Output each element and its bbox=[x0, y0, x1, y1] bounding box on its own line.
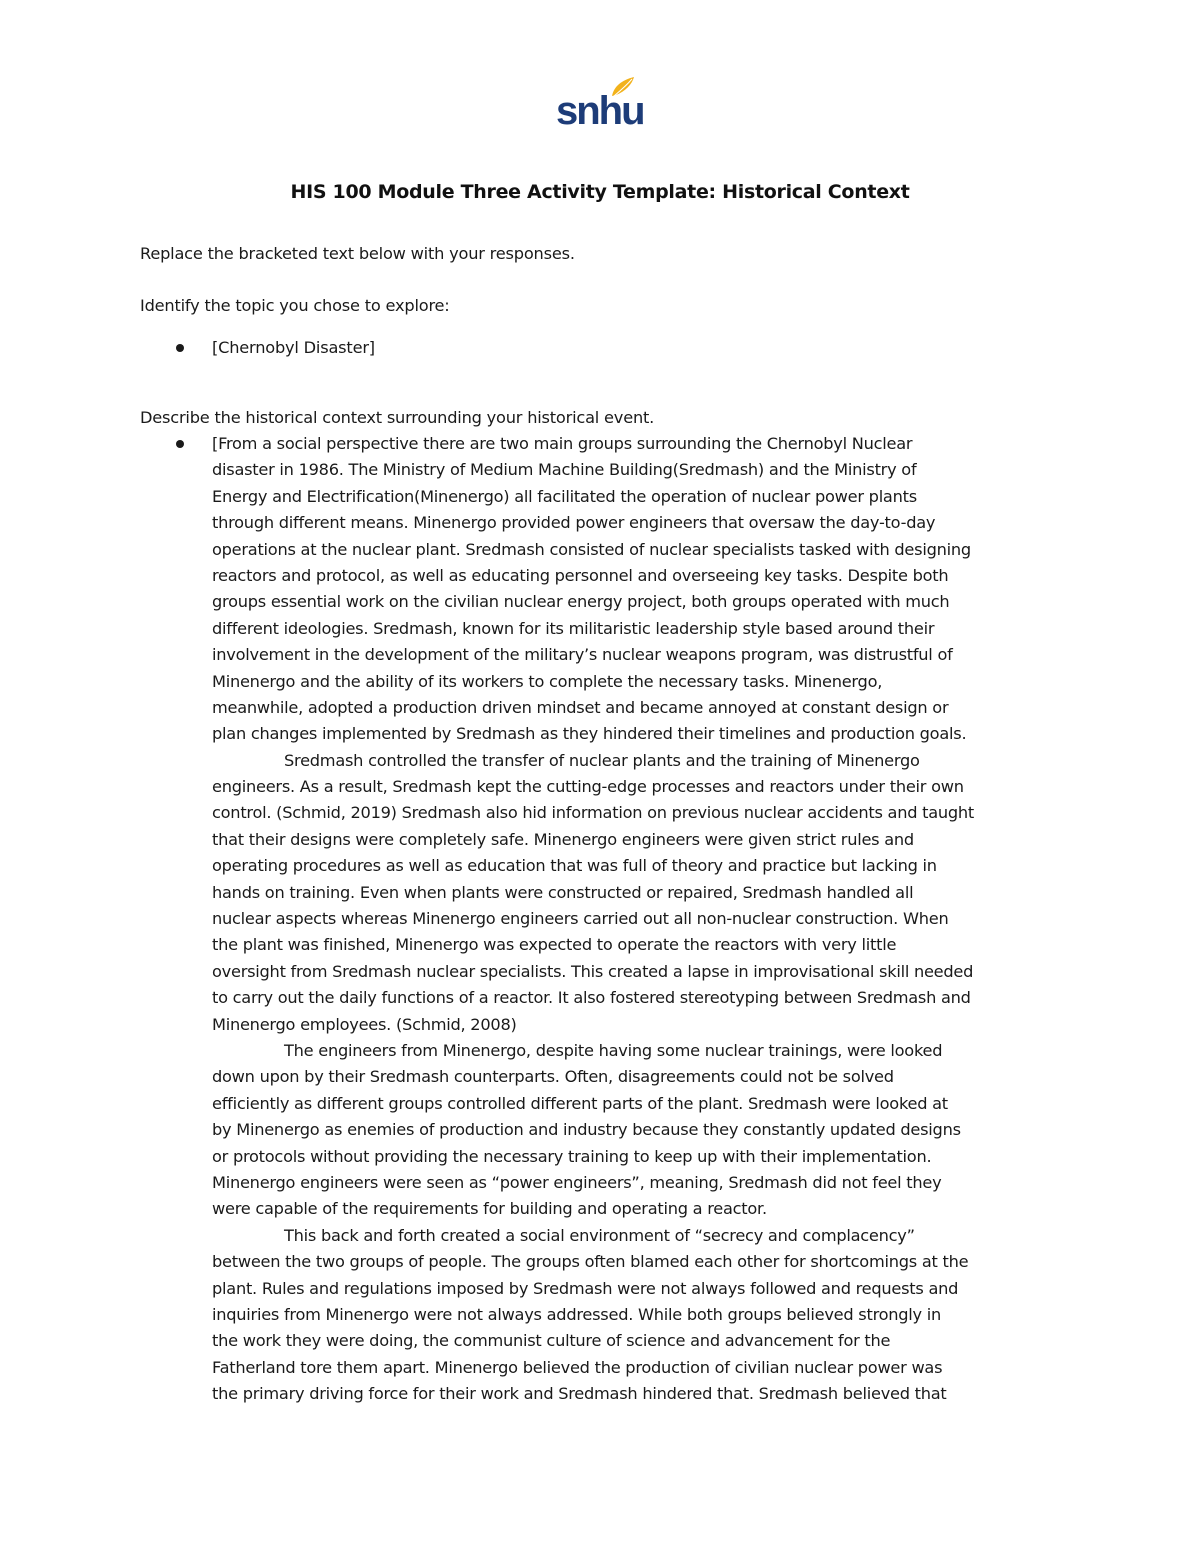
answer-line: Fatherland tore them apart. Minenergo believed the production of civilian nuclear power was bbox=[212, 1357, 943, 1377]
context-answer bbox=[212, 431, 1072, 1407]
answer-line: plant. Rules and regulations imposed by Sredmash were not always followed and requests and bbox=[212, 1278, 959, 1298]
answer-line: through different means. Minenergo provided power engineers that oversaw the day-to-day bbox=[212, 513, 936, 533]
answer-line: oversight from Sredmash nuclear specialists. This created a lapse in improvisational skill needed bbox=[212, 961, 974, 981]
answer-line: inquiries from Minenergo were not always addressed. While both groups believed strongly in bbox=[212, 1304, 942, 1324]
answer-line: were capable of the requirements for building and operating a reactor. bbox=[212, 1199, 767, 1219]
answer-line: different ideologies. Sredmash, known for its militaristic leadership style based around their bbox=[212, 618, 935, 638]
answer-line: Minenergo and the ability of its workers to complete the necessary tasks. Minenergo, bbox=[212, 671, 883, 691]
bullet-icon bbox=[176, 440, 184, 448]
answer-line: nuclear aspects whereas Minenergo engineers carried out all non-nuclear construction. When bbox=[212, 909, 949, 929]
answer-line: Sredmash controlled the transfer of nuclear plants and the training of Minenergo bbox=[284, 750, 920, 770]
topic-answer: [Chernobyl Disaster] bbox=[212, 338, 375, 357]
bullet-icon bbox=[176, 344, 184, 352]
answer-line: the primary driving force for their work and Sredmash hindered that. Sredmash believed that bbox=[212, 1384, 947, 1404]
answer-line: operating procedures as well as education that was full of theory and practice but lacking in bbox=[212, 856, 937, 876]
answer-line: The engineers from Minenergo, despite having some nuclear trainings, were looked bbox=[284, 1040, 943, 1060]
answer-line: control. (Schmid, 2019) Sredmash also hid information on previous nuclear accidents and taught bbox=[212, 803, 975, 823]
answer-line: meanwhile, adopted a production driven mindset and became annoyed at constant design or bbox=[212, 697, 949, 717]
answer-line: the work they were doing, the communist culture of science and advancement for the bbox=[212, 1331, 891, 1351]
answer-line: groups essential work on the civilian nuclear energy project, both groups operated with much bbox=[212, 592, 950, 612]
answer-line: Minenergo engineers were seen as “power engineers”, meaning, Sredmash did not feel they bbox=[212, 1172, 942, 1192]
answer-line: to carry out the daily functions of a reactor. It also fostered stereotyping between Sredmash and bbox=[212, 988, 971, 1008]
answer-line: or protocols without providing the necessary training to keep up with their implementation. bbox=[212, 1146, 932, 1166]
answer-line: between the two groups of people. The groups often blamed each other for shortcomings at the bbox=[212, 1252, 969, 1272]
answer-line: Energy and Electrification(Minenergo) all facilitated the operation of nuclear power plants bbox=[212, 486, 917, 506]
answer-line: reactors and protocol, as well as educating personnel and overseeing key tasks. Despite both bbox=[212, 565, 949, 585]
answer-line: disaster in 1986. The Ministry of Medium Machine Building(Sredmash) and the Ministry of bbox=[212, 460, 917, 480]
answer-line: down upon by their Sredmash counterparts. Often, disagreements could not be solved bbox=[212, 1067, 894, 1087]
answer-line: engineers. As a result, Sredmash kept the cutting-edge processes and reactors under their own bbox=[212, 777, 964, 797]
answer-line: operations at the nuclear plant. Sredmash consisted of nuclear specialists tasked with designing bbox=[212, 539, 971, 559]
instructions-text: Replace the bracketed text below with your responses. bbox=[140, 244, 575, 263]
answer-line: Minenergo employees. (Schmid, 2008) bbox=[212, 1014, 517, 1034]
topic-prompt: Identify the topic you chose to explore: bbox=[140, 296, 450, 315]
answer-line: by Minenergo as enemies of production and industry because they constantly updated designs bbox=[212, 1120, 961, 1140]
snhu-logo bbox=[554, 74, 644, 134]
logo-wordmark: snhu bbox=[556, 89, 644, 133]
answer-line: plan changes implemented by Sredmash as they hindered their timelines and production goals. bbox=[212, 724, 967, 744]
answer-line: involvement in the development of the military’s nuclear weapons program, was distrustful of bbox=[212, 645, 953, 665]
answer-line: [From a social perspective there are two main groups surrounding the Chernobyl Nuclear bbox=[212, 434, 913, 453]
answer-line: efficiently as different groups controlled different parts of the plant. Sredmash were looked at bbox=[212, 1093, 948, 1113]
answer-line: the plant was finished, Minenergo was expected to operate the reactors with very little bbox=[212, 935, 897, 955]
document-title: HIS 100 Module Three Activity Template: Historical Context bbox=[290, 181, 910, 203]
context-prompt: Describe the historical context surrounding your historical event. bbox=[140, 408, 655, 427]
answer-line: This back and forth created a social environment of “secrecy and complacency” bbox=[284, 1225, 915, 1245]
answer-line: that their designs were completely safe. Minenergo engineers were given strict rules and bbox=[212, 829, 914, 849]
answer-line: hands on training. Even when plants were constructed or repaired, Sredmash handled all bbox=[212, 882, 914, 902]
